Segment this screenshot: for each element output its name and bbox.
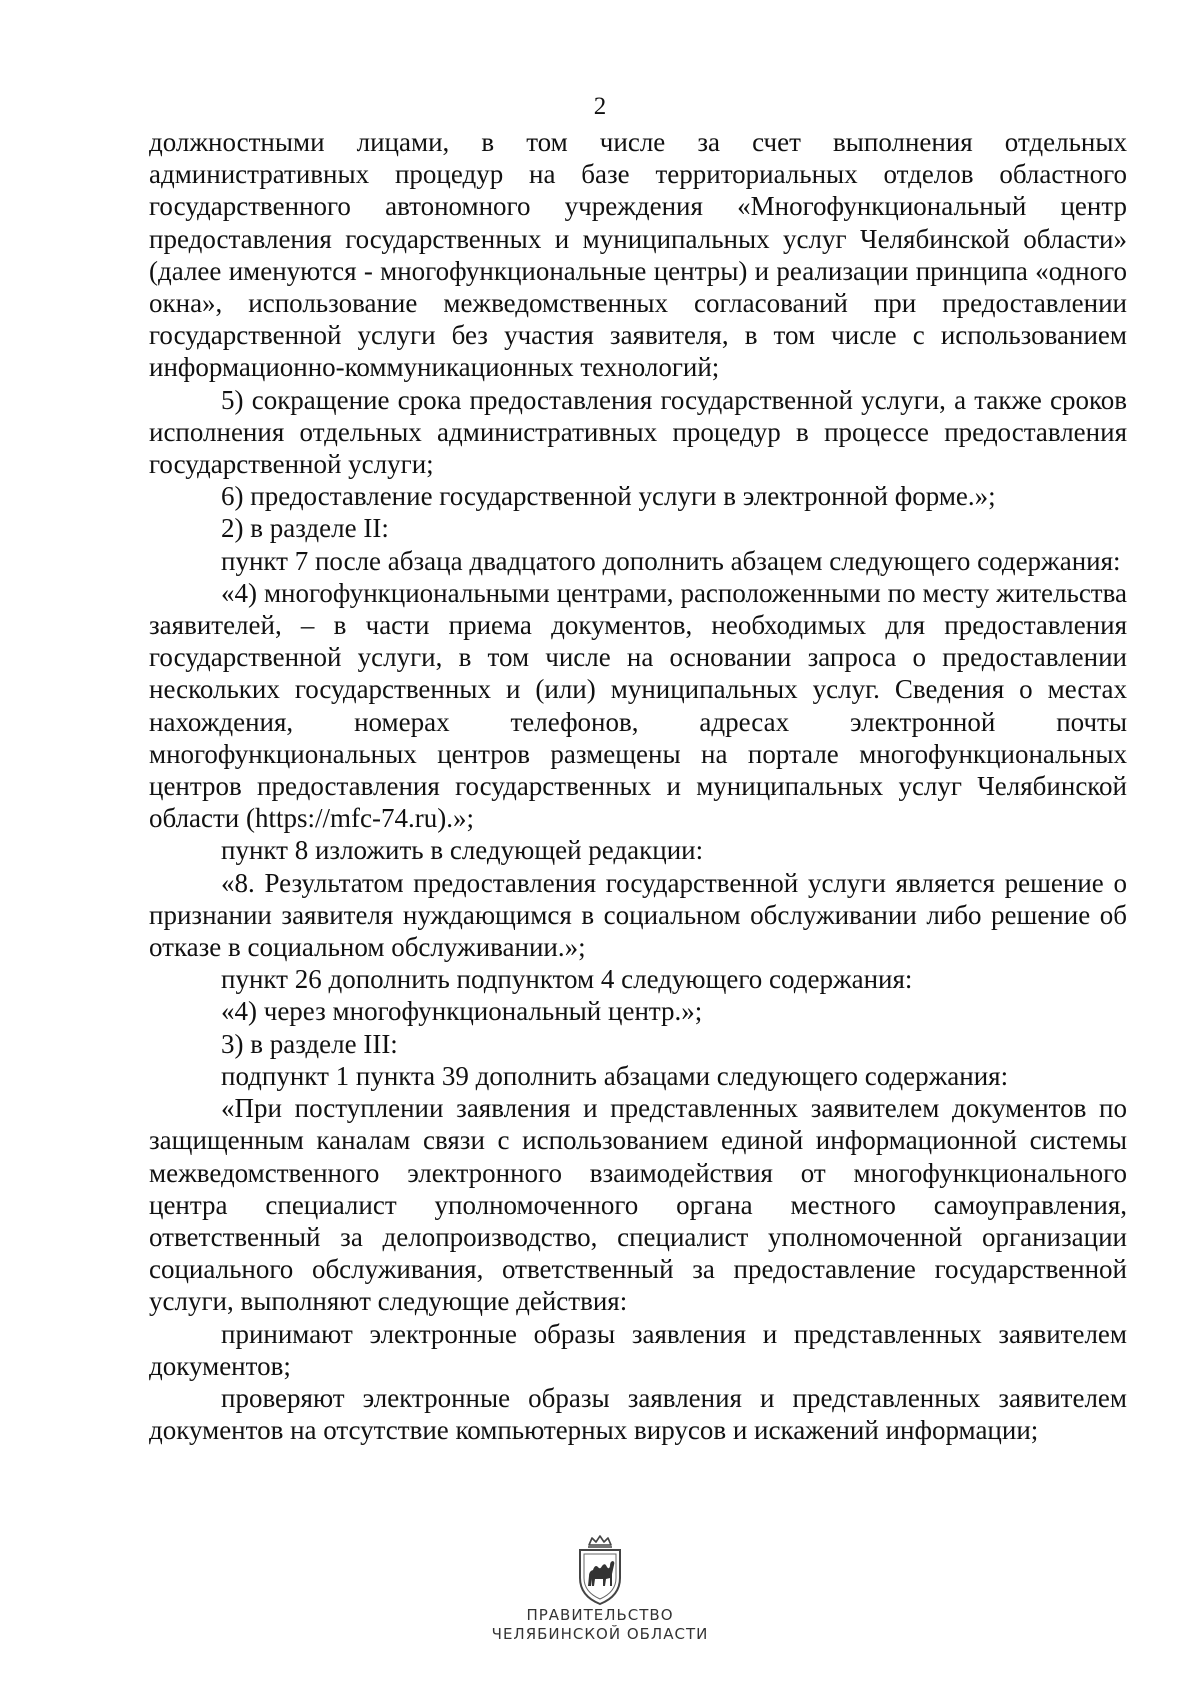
paragraph: 5) сокращение срока предоставления государственной услуги, а также сроков исполнения отдельных административных процедур в процессе предоставления государственной услуги;: [149, 384, 1127, 480]
footer-stamp: [0, 1534, 1200, 1644]
paragraph: «4) через многофункциональный центр.»;: [221, 996, 703, 1027]
paragraph: 3) в разделе III:: [221, 1028, 398, 1059]
paragraph: «При поступлении заявления и представленных заявителем документов по защищенным каналам связи с использованием единой информационной системы межведомственного электронного взаимодействия от многофункционального центра специалист уполномоченного органа местного самоуправления, ответственный за делопроизводство, специалист уполномоченной организации социального обслуживания, ответственный за предоставление государственной услуги, выполняют следующие действия:: [149, 1093, 1127, 1317]
org-name-line1: ПРАВИТЕЛЬСТВО: [526, 1606, 674, 1624]
paragraph: проверяют электронные образы заявления и представленных заявителем документов на отсутствие компьютерных вирусов и искажений информации;: [149, 1382, 1127, 1446]
paragraph: «4) многофункциональными центрами, расположенными по месту жительства заявителей, – в части приема документов, необходимых для предоставления государственной услуги, в том числе на основании запроса о предоставлении нескольких государственных и (или) муниципальных услуг. Сведения о местах нахождения, номерах телефонов, адресах электронной почты многофункциональных центров размещены на портале многофункциональных центров предоставления государственных и муниципальных услуг Челябинской области (https://mfc-74.ru).»;: [149, 577, 1127, 834]
paragraph: подпункт 1 пункта 39 дополнить абзацами следующего содержания:: [221, 1060, 1009, 1091]
paragraph: «8. Результатом предоставления государственной услуги является решение о признании заявителя нуждающимся в социальном обслуживании либо решение об отказе в социальном обслуживании.»;: [149, 867, 1127, 963]
paragraph: должностными лицами, в том числе за счет выполнения отдельных административных процедур на базе территориальных отделов областного государственного автономного учреждения «Многофункциональный центр предоставления государственных и муниципальных услуг Челябинской области» (далее именуются - многофункциональные центры) и реализации принципа «одного окна», использование межведомственных согласований при предоставлении государственной услуги без участия заявителя, в том числе с использованием информационно-коммуникационных технологий;: [149, 127, 1127, 383]
document-body: [149, 126, 1127, 1446]
paragraph: пункт 8 изложить в следующей редакции:: [221, 835, 704, 866]
paragraph: пункт 7 после абзаца двадцатого дополнить абзацем следующего содержания:: [221, 545, 1121, 576]
page-number: 2: [593, 93, 607, 120]
paragraph: 6) предоставление государственной услуги в электронной форме.»;: [221, 481, 996, 512]
org-name-line2: ЧЕЛЯБИНСКОЙ ОБЛАСТИ: [491, 1625, 709, 1643]
paragraph: 2) в разделе II:: [221, 513, 389, 544]
paragraph: пункт 26 дополнить подпунктом 4 следующего содержания:: [221, 964, 913, 995]
paragraph: принимают электронные образы заявления и представленных заявителем документов;: [149, 1318, 1127, 1381]
coat-of-arms-icon: [571, 1534, 629, 1606]
